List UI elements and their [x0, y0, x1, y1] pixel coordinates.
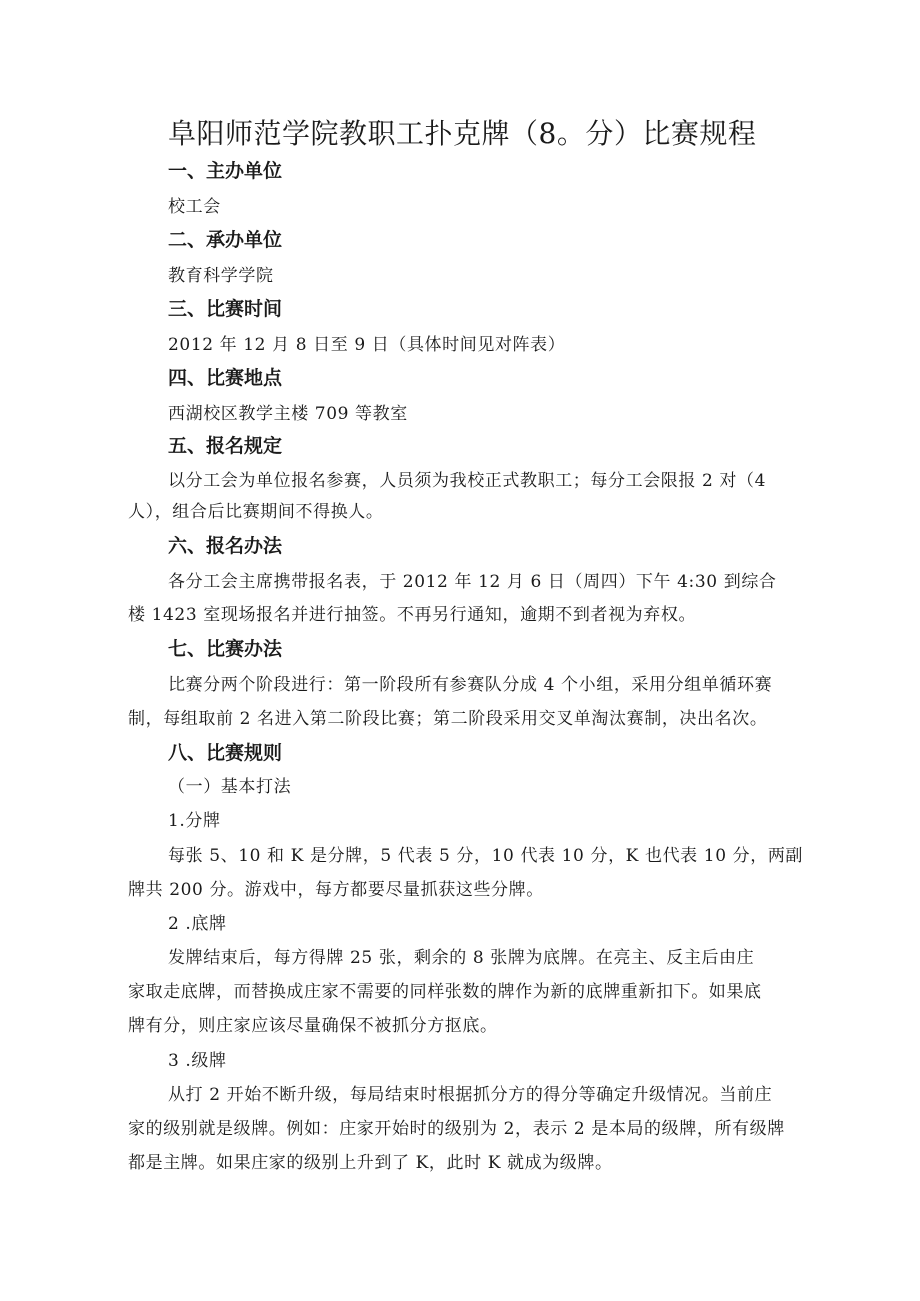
document-title: 阜阳师范学院教职工扑克牌（8。分）比赛规程: [168, 117, 757, 150]
rule-item-title-bottom-cards: 2 .底牌: [168, 914, 227, 934]
section-text-registration-rules-1: 以分工会为单位报名参赛，人员须为我校正式教职工；每分工会限报 2 对（4: [168, 471, 767, 491]
section-text-organizer: 校工会: [168, 197, 221, 217]
rule-item-text-bottom-cards-1: 发牌结束后，每方得牌 25 张，剩余的 8 张牌为底牌。在亮主、反主后由庄: [168, 948, 755, 968]
rule-item-text-bottom-cards-2: 家取走底牌，而替换成庄家不需要的同样张数的牌作为新的底牌重新扣下。如果底: [128, 982, 762, 1002]
section-heading-registration-method: 六、报名办法: [168, 535, 283, 557]
section-text-competition-method-2: 制，每组取前 2 名进入第二阶段比赛；第二阶段采用交叉单淘汰赛制，决出名次。: [128, 709, 768, 729]
rule-item-text-level-cards-3: 都是主牌。如果庄家的级别上升到了 K，此时 K 就成为级牌。: [128, 1153, 613, 1173]
section-text-registration-method-1: 各分工会主席携带报名表，于 2012 年 12 月 6 日（周四）下午 4:30 到综合: [168, 572, 777, 592]
section-heading-competition-rules: 八、比赛规则: [168, 742, 283, 764]
rule-item-title-points-cards: 1.分牌: [168, 811, 221, 831]
rule-item-text-level-cards-1: 从打 2 开始不断升级，每局结束时根据抓分方的得分等确定升级情况。当前庄: [168, 1085, 773, 1105]
section-heading-competition-method: 七、比赛办法: [168, 638, 283, 660]
rule-item-text-points-cards-1: 每张 5、10 和 K 是分牌，5 代表 5 分，10 代表 10 分，K 也代表 10 分，两副: [168, 846, 804, 866]
section-text-venue: 西湖校区教学主楼 709 等教室: [168, 404, 408, 424]
section-text-competition-method-1: 比赛分两个阶段进行：第一阶段所有参赛队分成 4 个小组，采用分组单循环赛: [168, 675, 773, 695]
section-heading-time: 三、比赛时间: [168, 298, 283, 320]
rule-item-text-bottom-cards-3: 牌有分，则庄家应该尽量确保不被抓分方抠底。: [128, 1016, 498, 1036]
section-text-host: 教育科学学院: [168, 266, 274, 286]
section-heading-venue: 四、比赛地点: [168, 367, 283, 389]
section-text-registration-method-2: 楼 1423 室现场报名并进行抽签。不再另行通知，逾期不到者视为弃权。: [128, 605, 697, 625]
section-text-time: 2012 年 12 月 8 日至 9 日（具体时间见对阵表）: [168, 335, 566, 355]
section-heading-host: 二、承办单位: [168, 229, 283, 251]
section-text-registration-rules-2: 人），组合后比赛期间不得换人。: [128, 502, 384, 522]
rule-item-text-points-cards-2: 牌共 200 分。游戏中，每方都要尽量抓获这些分牌。: [128, 880, 544, 900]
section-heading-organizer: 一、主办单位: [168, 160, 283, 182]
section-heading-registration-rules: 五、报名规定: [168, 435, 283, 457]
rule-item-text-level-cards-2: 家的级别就是级牌。例如：庄家开始时的级别为 2，表示 2 是本局的级牌，所有级牌: [128, 1119, 785, 1139]
rules-subheading: （一）基本打法: [168, 777, 292, 797]
rule-item-title-level-cards: 3 .级牌: [168, 1051, 227, 1071]
